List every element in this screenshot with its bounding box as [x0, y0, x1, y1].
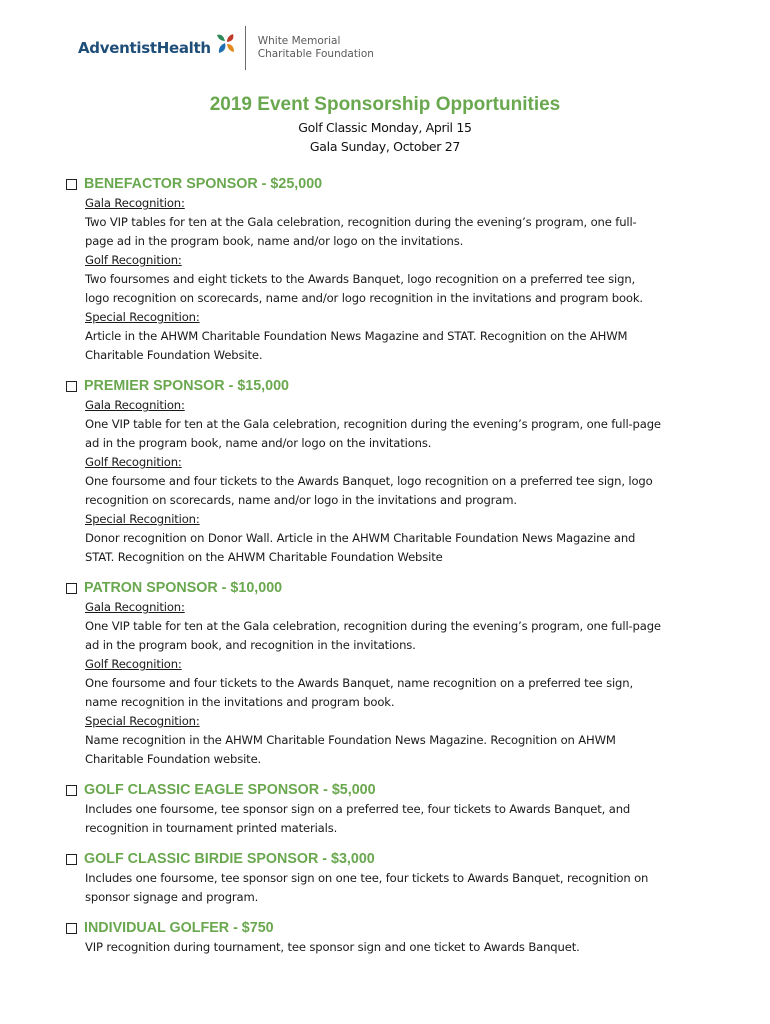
section-body	[85, 396, 706, 567]
checkbox[interactable]	[66, 923, 77, 934]
text-line: STAT. Recognition on the AHWM Charitable Foundation Website	[85, 550, 443, 564]
section-header	[66, 780, 706, 800]
section-title: PREMIER SPONSOR - $15,000	[84, 378, 289, 394]
text-line: logo recognition on scorecards, name and/or logo recognition in the invitations and program book.	[85, 291, 643, 305]
text-line: Name recognition in the AHWM Charitable Foundation News Magazine. Recognition on AHWM	[85, 733, 616, 747]
special-recognition-heading: Special Recognition:	[85, 310, 200, 324]
text-line: Two foursomes and eight tickets to the Awards Banquet, logo recognition on a preferred tee sign,	[85, 272, 636, 286]
text-line: Charitable Foundation Website.	[85, 348, 263, 362]
section-title: GOLF CLASSIC BIRDIE SPONSOR - $3,000	[84, 851, 375, 867]
section-birdie	[66, 849, 706, 907]
section-premier	[66, 376, 706, 567]
section-header	[66, 174, 706, 194]
section-body	[85, 938, 706, 957]
text-line: One foursome and four tickets to the Awards Banquet, logo recognition on a preferred tee sign, logo	[85, 474, 653, 488]
gala-recognition-heading: Gala Recognition:	[85, 196, 185, 210]
section-benefactor	[66, 174, 706, 365]
subtitle-gala: Gala Sunday, October 27	[309, 139, 461, 154]
text-line: One VIP table for ten at the Gala celebration, recognition during the evening’s program, one full-page	[85, 619, 661, 633]
golf-recognition-heading: Golf Recognition:	[85, 657, 182, 671]
section-individual-golfer	[66, 918, 706, 957]
section-header	[66, 376, 706, 396]
gala-recognition-heading: Gala Recognition:	[85, 398, 185, 412]
text-line: recognition on scorecards, name and/or logo in the invitations and program.	[85, 493, 517, 507]
checkbox[interactable]	[66, 381, 77, 392]
gala-recognition-heading: Gala Recognition:	[85, 600, 185, 614]
text-line: Includes one foursome, tee sponsor sign on a preferred tee, four tickets to Awards Banquet, and	[85, 802, 631, 816]
section-header	[66, 849, 706, 869]
text-line: Two VIP tables for ten at the Gala celebration, recognition during the evening’s program, one full-	[85, 215, 637, 229]
page-title: 2019 Event Sponsorship Opportunities	[209, 94, 561, 115]
special-recognition-heading: Special Recognition:	[85, 512, 200, 526]
section-title: GOLF CLASSIC EAGLE SPONSOR - $5,000	[84, 782, 376, 798]
section-eagle	[66, 780, 706, 838]
text-line: One foursome and four tickets to the Awards Banquet, name recognition on a preferred tee sign,	[85, 676, 633, 690]
text-line: Article in the AHWM Charitable Foundation News Magazine and STAT. Recognition on the AHWM	[85, 329, 628, 343]
section-body	[85, 598, 706, 769]
text-line: name recognition in the invitations and program book.	[85, 695, 395, 709]
text-line: Donor recognition on Donor Wall. Article in the AHWM Charitable Foundation News Magazine and	[85, 531, 636, 545]
foundation-line-2: Charitable Foundation	[257, 48, 374, 60]
section-header	[66, 918, 706, 938]
adventist-health-logo: AdventistHealth	[78, 39, 211, 57]
text-line: page ad in the program book, name and/or logo on the invitations.	[85, 234, 464, 248]
section-patron	[66, 578, 706, 769]
section-title: INDIVIDUAL GOLFER - $750	[84, 920, 274, 936]
checkbox[interactable]	[66, 785, 77, 796]
text-line: sponsor signage and program.	[85, 890, 259, 904]
section-title: PATRON SPONSOR - $10,000	[84, 580, 283, 596]
checkbox[interactable]	[66, 179, 77, 190]
section-body	[85, 800, 706, 838]
text-line: Includes one foursome, tee sponsor sign on one tee, four tickets to Awards Banquet, recognition on	[85, 871, 649, 885]
text-line: ad in the program book, name and/or logo on the invitations.	[85, 436, 432, 450]
special-recognition-heading: Special Recognition:	[85, 714, 200, 728]
checkbox[interactable]	[66, 854, 77, 865]
text-line: VIP recognition during tournament, tee sponsor sign and one ticket to Awards Banquet.	[85, 940, 580, 954]
checkbox[interactable]	[66, 583, 77, 594]
subtitle-golf: Golf Classic Monday, April 15	[298, 120, 472, 135]
golf-recognition-heading: Golf Recognition:	[85, 253, 182, 267]
foundation-line-1: White Memorial	[257, 35, 341, 47]
logo-divider	[245, 26, 246, 70]
text-line: recognition in tournament printed materials.	[85, 821, 338, 835]
header	[78, 24, 374, 72]
leaf-logo-icon	[213, 31, 237, 55]
section-body	[85, 869, 706, 907]
foundation-name	[258, 35, 374, 61]
text-line: One VIP table for ten at the Gala celebration, recognition during the evening’s program, one full-page	[85, 417, 661, 431]
section-header	[66, 578, 706, 598]
text-line: Charitable Foundation website.	[85, 752, 262, 766]
sponsorship-list	[66, 174, 706, 968]
section-body	[85, 194, 706, 365]
text-line: ad in the program book, and recognition in the invitations.	[85, 638, 416, 652]
section-title: BENEFACTOR SPONSOR - $25,000	[84, 176, 323, 192]
golf-recognition-heading: Golf Recognition:	[85, 455, 182, 469]
